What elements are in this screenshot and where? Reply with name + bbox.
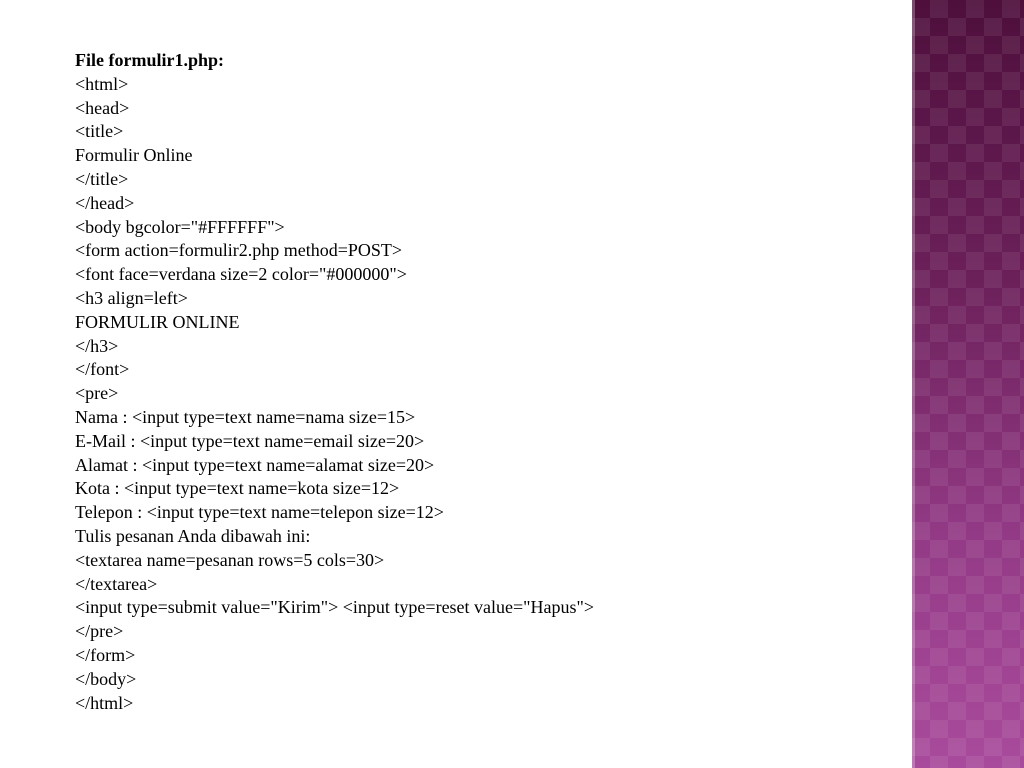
code-line: </form> — [75, 644, 136, 665]
code-line: Telepon : <input type=text name=telepon size=12> — [75, 502, 444, 523]
code-line: Alamat : <input type=text name=alamat size=20> — [75, 454, 435, 475]
code-line: </h3> — [75, 335, 119, 356]
code-line: <html> — [75, 73, 129, 94]
code-line: Tulis pesanan Anda dibawah ini: — [75, 525, 311, 546]
code-line: </font> — [75, 359, 130, 380]
slide-heading: File formulir1.php: — [75, 50, 224, 70]
code-line: <textarea name=pesanan rows=5 cols=30> — [75, 549, 385, 570]
code-line: <body bgcolor="#FFFFFF"> — [75, 216, 285, 237]
code-line: </pre> — [75, 621, 124, 642]
decorative-side-band — [912, 0, 1024, 768]
code-line: <h3 align=left> — [75, 287, 188, 308]
code-line: </head> — [75, 192, 135, 213]
code-line: </body> — [75, 668, 137, 689]
code-line: Formulir Online — [75, 145, 193, 166]
code-line: <input type=submit value="Kirim"> <input type=reset value="Hapus"> — [75, 597, 595, 618]
code-line: Nama : <input type=text name=nama size=15> — [75, 406, 416, 427]
code-line: Kota : <input type=text name=kota size=12> — [75, 478, 400, 499]
code-line: <form action=formulir2.php method=POST> — [75, 240, 403, 261]
code-line: <head> — [75, 97, 130, 118]
code-line: <pre> — [75, 383, 119, 404]
code-line: </title> — [75, 168, 129, 189]
code-line: <font face=verdana size=2 color="#000000"> — [75, 264, 407, 285]
slide-content — [75, 49, 895, 715]
code-line: </html> — [75, 692, 134, 713]
diamond-pattern — [912, 0, 1024, 768]
code-line: <title> — [75, 121, 124, 142]
code-line: FORMULIR ONLINE — [75, 311, 240, 332]
band-edge — [912, 0, 915, 768]
code-line: </textarea> — [75, 573, 158, 594]
code-line: E-Mail : <input type=text name=email size=20> — [75, 430, 425, 451]
